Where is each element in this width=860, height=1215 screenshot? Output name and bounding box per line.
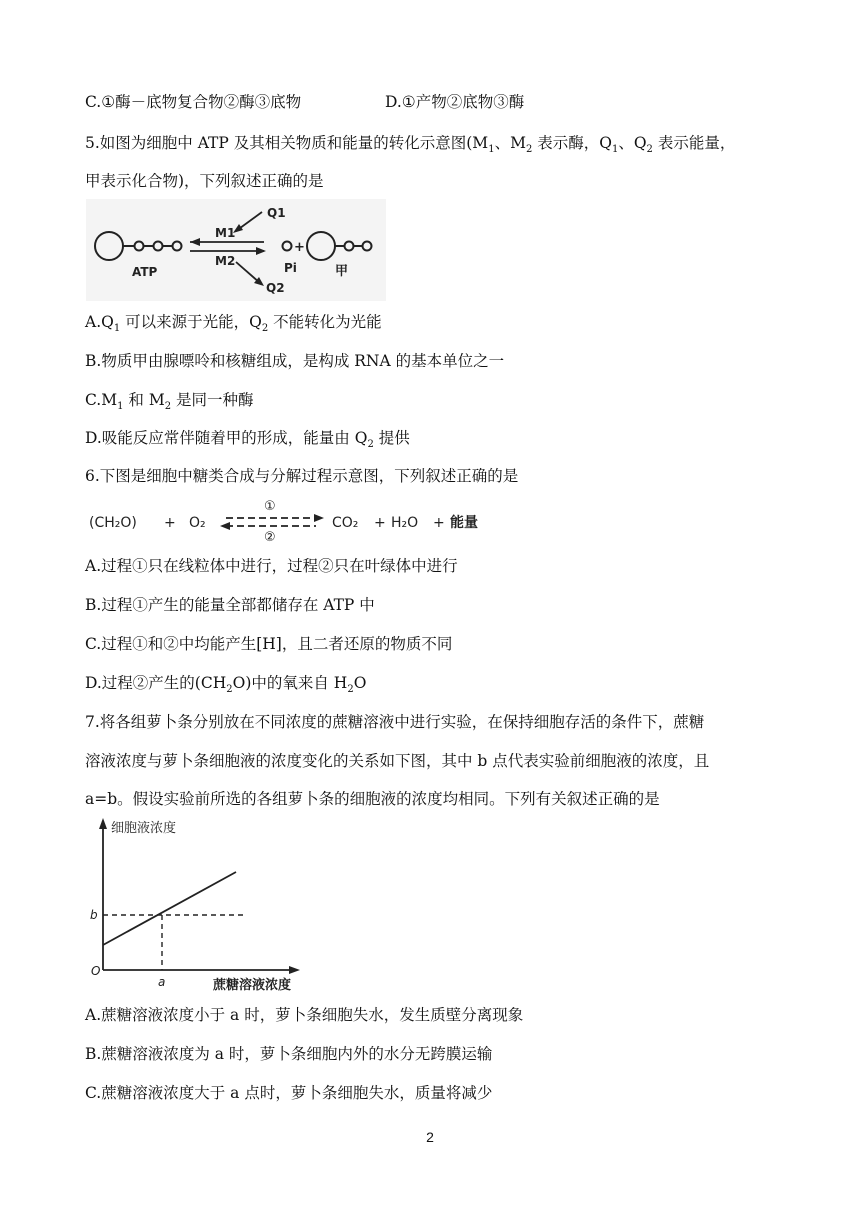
- x-axis-label: 蔗糖溶液浓度: [213, 978, 292, 993]
- sub: 2: [525, 144, 533, 156]
- sub: 2: [261, 323, 269, 335]
- a-label: a: [158, 975, 166, 989]
- q7-option-a-text: A.蔗糖溶液浓度小于 a 时，萝卜条细胞失水，发生质壁分离现象: [85, 1006, 524, 1024]
- plus-sign: +: [433, 515, 445, 531]
- q5-stem-line1: [85, 133, 735, 160]
- sub: 1: [117, 401, 124, 413]
- sub: 1: [113, 323, 121, 335]
- q6-option-d-text: D.过程②产生的(CH: [85, 674, 227, 692]
- atp-label: ATP: [132, 265, 158, 279]
- o2-text: O₂: [189, 515, 206, 531]
- q6-option-c: [85, 634, 452, 654]
- sub: 2: [347, 684, 354, 696]
- process-1-label: ①: [264, 499, 276, 514]
- q7-stem-text: 7.将各组萝卜条分别放在不同浓度的蔗糖溶液中进行实验，在保持细胞存活的条件下，蔗糖: [85, 713, 705, 731]
- page-number: 2: [426, 1129, 434, 1145]
- q5-option-a: [85, 312, 382, 339]
- plus-sign: +: [164, 515, 176, 531]
- jia-label: 甲: [335, 264, 349, 279]
- q7-stem-text: a=b。假设实验前所选的各组萝卜条的细胞液的浓度均相同。下列有关叙述正确的是: [85, 790, 660, 808]
- energy-text: 能量: [450, 515, 478, 531]
- q6-option-d-text: O: [353, 674, 367, 692]
- q7-stem-line2: [85, 751, 709, 771]
- q5-stem-text: 表示酶，Q: [532, 134, 612, 152]
- q6-option-d-text: O)中的氧来自 H: [232, 674, 348, 692]
- q6-option-a-text: A.过程①只在线粒体中进行，过程②只在叶绿体中进行: [85, 557, 458, 575]
- q5-option-c-text: 是同一种酶: [171, 391, 254, 409]
- q4-option-d: [385, 92, 524, 112]
- q5-stem-text: 甲表示化合物)，下列叙述正确的是: [85, 172, 324, 190]
- q5-stem-text: 、M: [494, 134, 526, 152]
- q5-option-b-text: B.物质甲由腺嘌呤和核糖组成，是构成 RNA 的基本单位之一: [85, 352, 505, 370]
- q6-option-d: [85, 673, 366, 700]
- co2-text: CO₂: [332, 515, 359, 531]
- q5-stem-text: 5.如图为细胞中 ATP 及其相关物质和能量的转化示意图(M: [85, 134, 489, 152]
- plus-sign: +: [374, 515, 386, 531]
- q5-option-a-text: A.Q: [85, 313, 114, 331]
- q6-stem-text: 6.下图是细胞中糖类合成与分解过程示意图，下列叙述正确的是: [85, 467, 519, 485]
- arrowhead: [220, 522, 230, 530]
- process-2-label: ②: [264, 530, 276, 544]
- q5-option-d: [85, 428, 410, 455]
- sub: 2: [646, 144, 653, 156]
- q2-label: Q2: [266, 281, 285, 295]
- relation-line: [103, 872, 236, 945]
- q5-option-c-text: C.M: [85, 391, 118, 409]
- sub: 1: [488, 144, 495, 156]
- q5-stem-text: 表示能量，: [652, 134, 736, 152]
- plus-sign: +: [294, 240, 305, 255]
- y-axis-label: 细胞液浓度: [111, 821, 177, 836]
- sub: 2: [226, 684, 233, 696]
- q5-option-d-text: 提供: [373, 429, 410, 447]
- h2o-text: H₂O: [391, 515, 419, 531]
- q7-option-b: [85, 1044, 492, 1064]
- pi-label: Pi: [284, 261, 297, 275]
- sub: 2: [164, 401, 172, 413]
- q5-option-a-text: 不能转化为光能: [268, 313, 382, 331]
- q7-option-c: [85, 1083, 492, 1103]
- diagram-background: [86, 199, 386, 301]
- arrowhead: [314, 514, 324, 522]
- photosynthesis-respiration-equation: [86, 496, 486, 544]
- m1-label: M1: [215, 226, 236, 240]
- sub: 1: [611, 144, 619, 156]
- q6-stem: [85, 466, 518, 486]
- q6-option-b: [85, 595, 375, 615]
- q6-option-a: [85, 556, 458, 576]
- q5-stem-text: 、Q: [618, 134, 647, 152]
- q5-option-b: [85, 351, 504, 371]
- q7-option-c-text: C.蔗糖溶液浓度大于 a 点时，萝卜条细胞失水，质量将减少: [85, 1084, 493, 1102]
- m2-label: M2: [215, 254, 236, 268]
- q7-stem-line1: [85, 712, 704, 732]
- q5-option-c: [85, 390, 254, 417]
- q5-stem-line2: [85, 171, 324, 191]
- ch2o-text: (CH₂O): [89, 515, 137, 531]
- concentration-graph: [86, 815, 311, 995]
- q4-option-d-text: D.①产物②底物③酶: [385, 93, 525, 111]
- q4-option-c: [85, 92, 301, 112]
- q4-option-c-text: C.①酶－底物复合物②酶③底物: [85, 93, 302, 111]
- q6-option-c-text: C.过程①和②中均能产生[H]，且二者还原的物质不同: [85, 635, 453, 653]
- origin-label: O: [91, 964, 101, 978]
- q7-option-a: [85, 1005, 523, 1025]
- q5-option-a-text: 可以来源于光能，Q: [120, 313, 262, 331]
- q6-option-b-text: B.过程①产生的能量全部都储存在 ATP 中: [85, 596, 375, 614]
- q5-option-c-text: 和 M: [123, 391, 165, 409]
- x-axis-arrowhead: [289, 966, 300, 974]
- q7-stem-line3: [85, 789, 660, 809]
- b-label: b: [90, 908, 98, 922]
- y-axis-arrowhead: [99, 818, 107, 829]
- atp-conversion-diagram: [86, 199, 386, 301]
- sub: 2: [367, 439, 374, 451]
- q7-stem-text: 溶液浓度与萝卜条细胞液的浓度变化的关系如下图，其中 b 点代表实验前细胞液的浓度，且: [85, 752, 710, 770]
- q5-option-d-text: D.吸能反应常伴随着甲的形成，能量由 Q: [85, 429, 368, 447]
- q7-option-b-text: B.蔗糖溶液浓度为 a 时，萝卜条细胞内外的水分无跨膜运输: [85, 1045, 493, 1063]
- q1-label: Q1: [267, 206, 286, 220]
